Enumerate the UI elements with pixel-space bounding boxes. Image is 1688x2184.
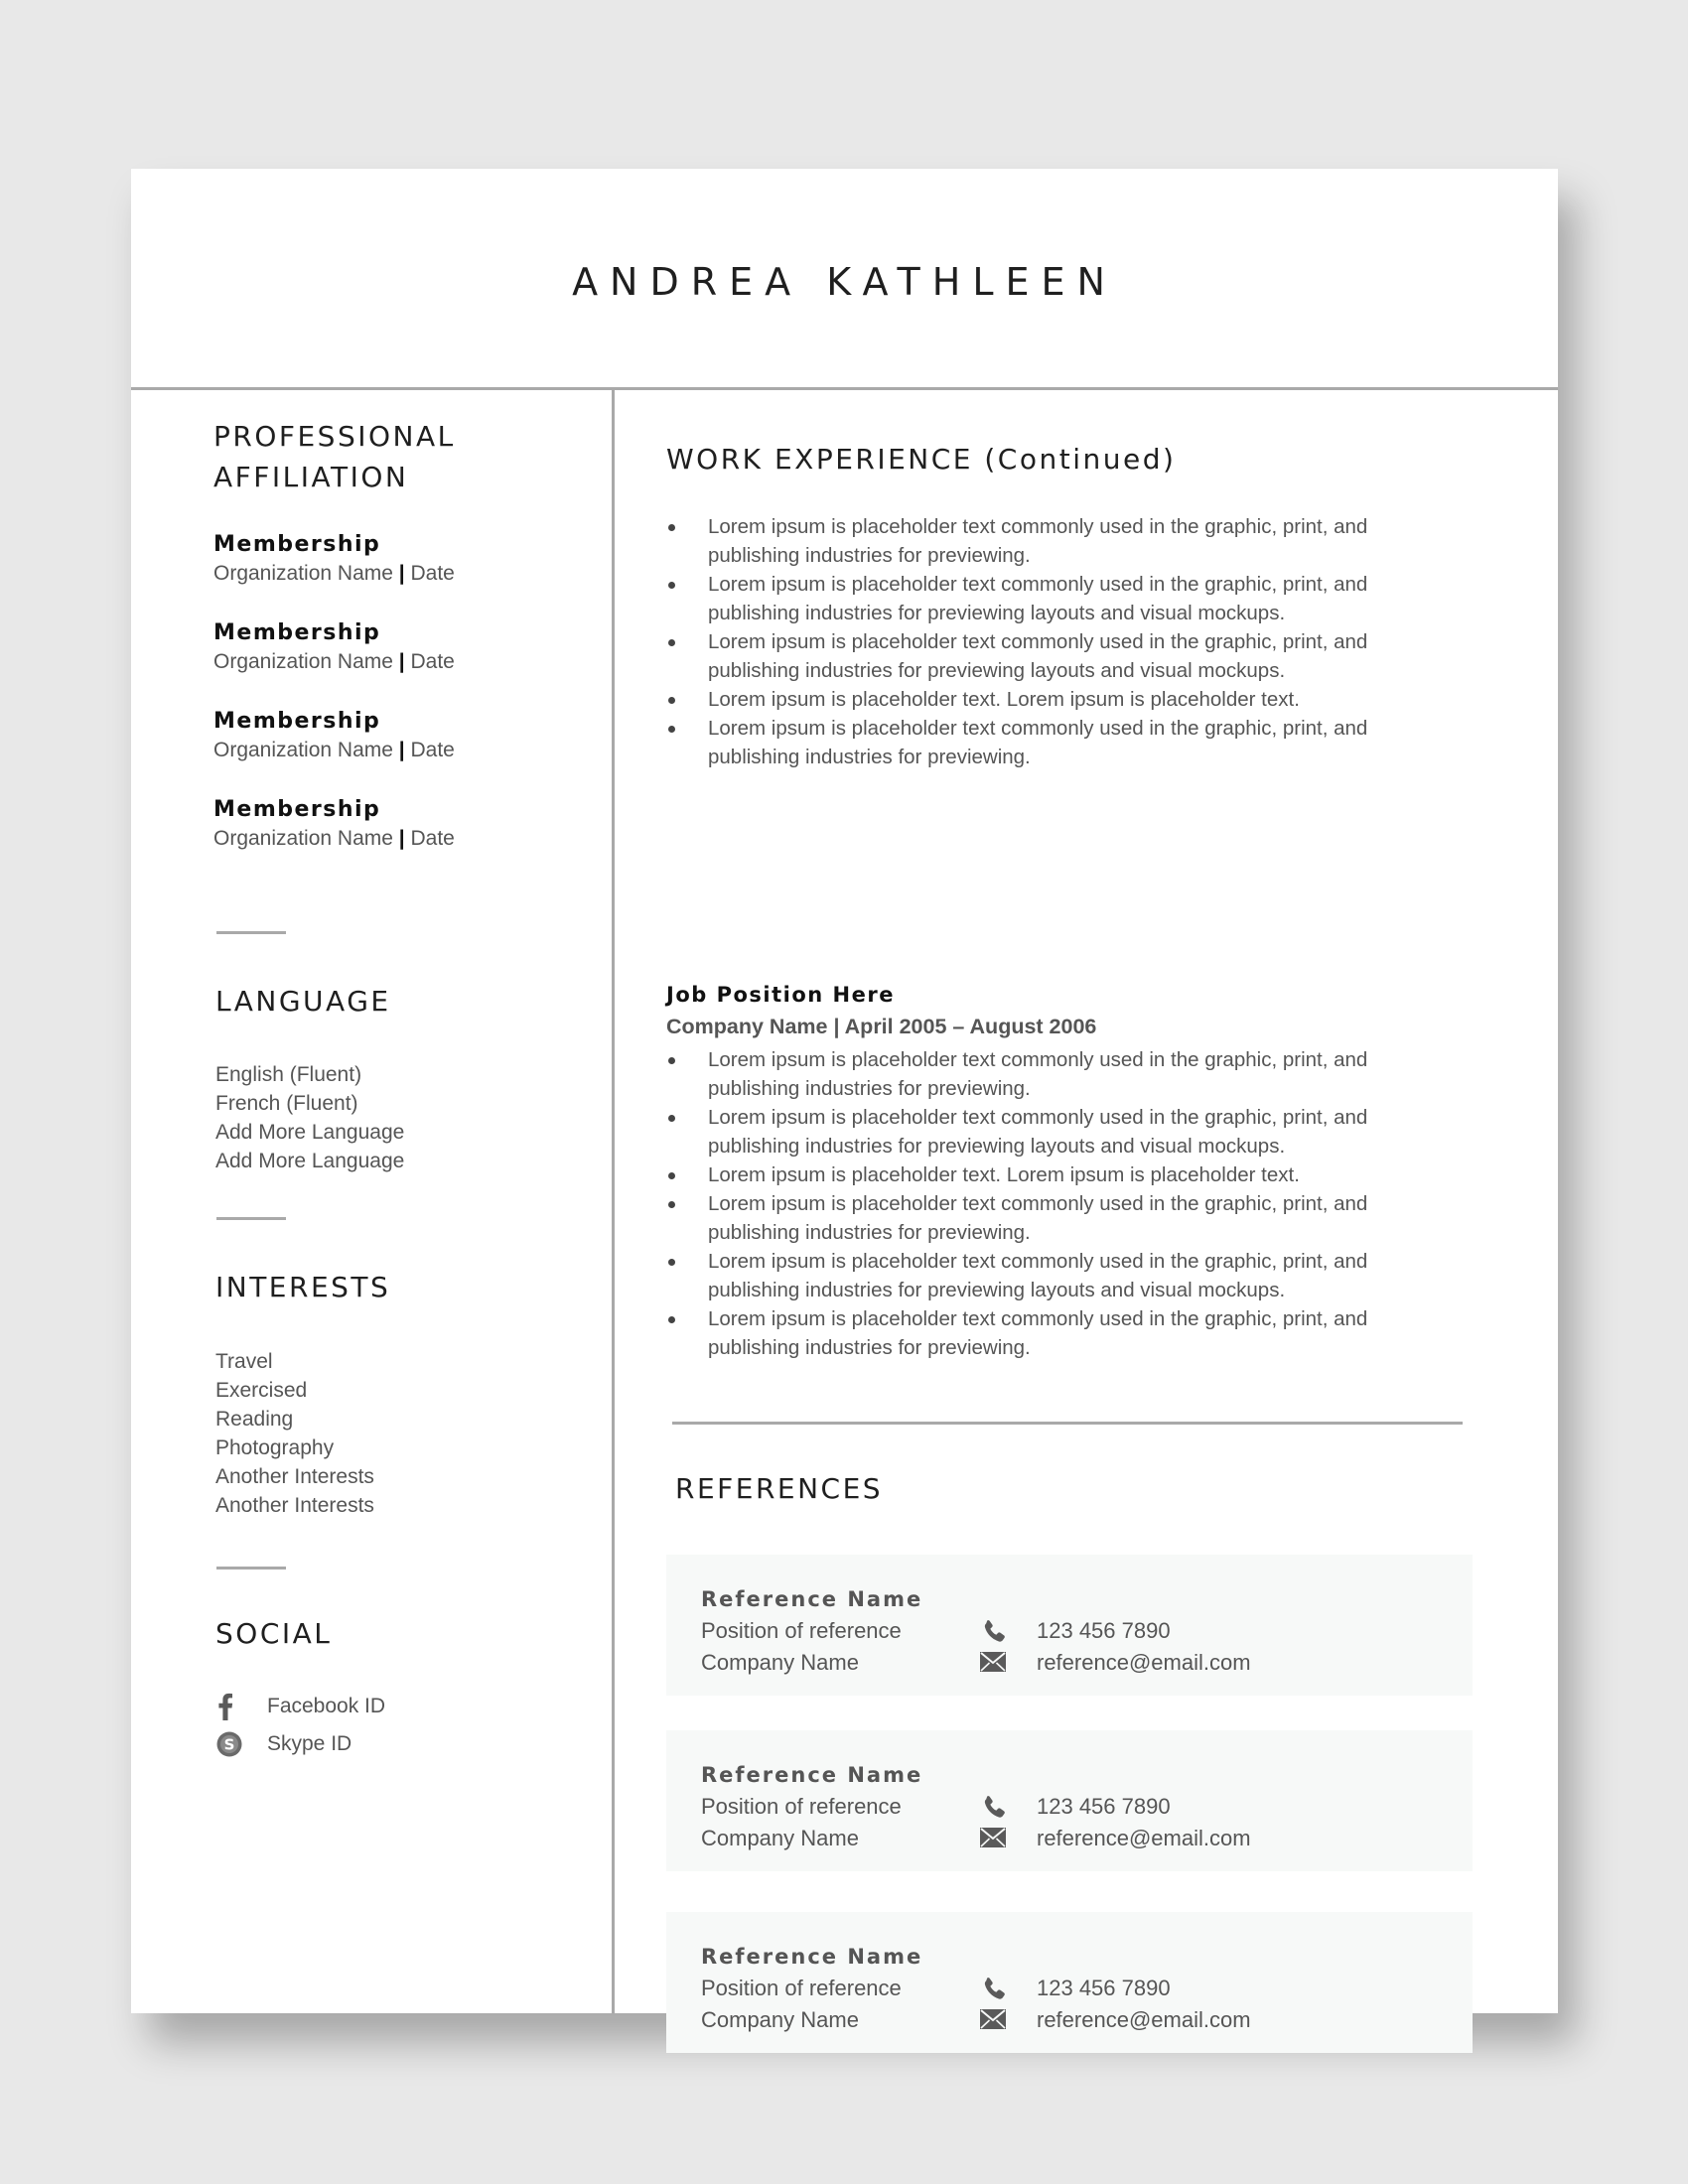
section-divider <box>216 931 286 934</box>
section-divider <box>216 1217 286 1220</box>
reference-email[interactable]: reference@email.com <box>1037 1826 1251 1850</box>
reference-phone: 123 456 7890 <box>1037 1794 1171 1819</box>
reference-position: Position of reference <box>701 1976 902 2000</box>
reference-position: Position of reference <box>701 1618 902 1643</box>
resume-name: ANDREA KATHLEEN <box>572 260 1117 304</box>
org-separator: | <box>398 562 405 585</box>
list-item: Add More Language <box>215 1121 405 1144</box>
reference-card <box>666 1912 1473 2053</box>
column-divider <box>612 389 615 2013</box>
list-item: Travel <box>215 1350 273 1373</box>
reference-company: Company Name <box>701 1826 859 1850</box>
bullet-item: Lorem ipsum is placeholder text commonly used in the graphic, print, and publishing industries for previewing. <box>666 1045 1421 1103</box>
facebook-icon <box>215 1692 251 1721</box>
reference-email[interactable]: reference@email.com <box>1037 2007 1251 2032</box>
reference-name: Reference Name <box>701 1945 923 1969</box>
header-divider <box>131 387 1558 390</box>
resume-page <box>131 169 1558 2032</box>
svg-text:S: S <box>223 1735 235 1754</box>
list-item: French (Fluent) <box>215 1092 358 1115</box>
bullet-item: Lorem ipsum is placeholder text. Lorem ipsum is placeholder text. <box>666 1160 1421 1189</box>
references-heading: REFERENCES <box>675 1472 884 1505</box>
affiliation-heading-line2: AFFILIATION <box>213 461 409 493</box>
phone-icon <box>980 1794 1008 1822</box>
bullet-item: Lorem ipsum is placeholder text commonly used in the graphic, print, and publishing industries for previewing layouts and visual mockups. <box>666 1247 1421 1304</box>
org-separator: | <box>398 827 405 850</box>
affiliation-heading <box>213 416 456 497</box>
list-item: Another Interests <box>215 1494 374 1517</box>
reference-company: Company Name <box>701 1650 859 1675</box>
skype-icon <box>215 1729 251 1759</box>
org-date: Date <box>410 827 455 850</box>
membership-org <box>213 824 571 853</box>
job-position: Job Position Here <box>666 983 895 1007</box>
language-list <box>215 1060 404 1175</box>
org-name: Organization Name <box>213 562 393 585</box>
reference-phone: 123 456 7890 <box>1037 1976 1171 2000</box>
membership-role: Membership <box>213 797 381 822</box>
language-heading: LANGUAGE <box>215 985 391 1018</box>
bullet-item: Lorem ipsum is placeholder text commonly used in the graphic, print, and publishing industries for previewing layouts and visual mockups. <box>666 627 1421 685</box>
reference-name: Reference Name <box>701 1587 923 1611</box>
reference-email[interactable]: reference@email.com <box>1037 1650 1251 1675</box>
social-label: Skype ID <box>267 1732 352 1755</box>
social-label: Facebook ID <box>267 1695 386 1717</box>
membership-org <box>213 647 571 676</box>
affiliation-heading-line1: PROFESSIONAL <box>213 420 456 453</box>
email-icon <box>980 1652 1006 1672</box>
org-date: Date <box>410 739 455 761</box>
reference-card <box>666 1730 1473 1871</box>
reference-position: Position of reference <box>701 1794 902 1819</box>
membership-org <box>213 736 571 764</box>
email-icon <box>980 2009 1006 2029</box>
membership-org <box>213 559 571 588</box>
bullet-item: Lorem ipsum is placeholder text. Lorem ipsum is placeholder text. <box>666 685 1421 714</box>
section-divider <box>216 1567 286 1570</box>
phone-icon <box>980 1976 1008 2003</box>
membership-role: Membership <box>213 709 381 734</box>
bullet-item: Lorem ipsum is placeholder text commonly used in the graphic, print, and publishing industries for previewing. <box>666 714 1421 771</box>
org-date: Date <box>410 650 455 673</box>
membership-item <box>213 530 571 588</box>
membership-item <box>213 618 571 676</box>
reference-company: Company Name <box>701 2007 859 2032</box>
list-item: Photography <box>215 1436 335 1459</box>
org-date: Date <box>410 562 455 585</box>
interests-list <box>215 1347 374 1520</box>
reference-card <box>666 1555 1473 1696</box>
work-bullets <box>666 1045 1421 1362</box>
bullet-item: Lorem ipsum is placeholder text commonly used in the graphic, print, and publishing industries for previewing. <box>666 1189 1421 1247</box>
list-item: Another Interests <box>215 1465 374 1488</box>
org-name: Organization Name <box>213 827 393 850</box>
email-icon <box>980 1828 1006 1847</box>
social-heading: SOCIAL <box>215 1617 333 1650</box>
membership-role: Membership <box>213 532 381 557</box>
reference-phone: 123 456 7890 <box>1037 1618 1171 1643</box>
social-item-skype[interactable] <box>215 1725 385 1763</box>
membership-item <box>213 795 571 853</box>
social-list <box>215 1688 385 1763</box>
job-company-dates: Company Name | April 2005 – August 2006 <box>666 1015 1097 1038</box>
bullet-item: Lorem ipsum is placeholder text commonly used in the graphic, print, and publishing industries for previewing. <box>666 1304 1421 1362</box>
reference-name: Reference Name <box>701 1763 923 1787</box>
list-item: Add More Language <box>215 1150 405 1172</box>
section-divider <box>672 1422 1463 1425</box>
list-item: Exercised <box>215 1379 308 1402</box>
bullet-item: Lorem ipsum is placeholder text commonly used in the graphic, print, and publishing industries for previewing layouts and visual mockups. <box>666 570 1421 627</box>
work-bullets-continued <box>666 512 1421 771</box>
bullet-item: Lorem ipsum is placeholder text commonly used in the graphic, print, and publishing industries for previewing. <box>666 512 1421 570</box>
org-separator: | <box>398 650 405 673</box>
org-name: Organization Name <box>213 650 393 673</box>
membership-item <box>213 707 571 764</box>
list-item: English (Fluent) <box>215 1063 362 1086</box>
phone-icon <box>980 1618 1008 1646</box>
org-separator: | <box>398 739 405 761</box>
interests-heading: INTERESTS <box>215 1271 391 1303</box>
work-experience-heading: WORK EXPERIENCE (Continued) <box>666 443 1177 476</box>
social-item-facebook[interactable] <box>215 1688 385 1725</box>
bullet-item: Lorem ipsum is placeholder text commonly used in the graphic, print, and publishing industries for previewing layouts and visual mockups. <box>666 1103 1421 1160</box>
org-name: Organization Name <box>213 739 393 761</box>
list-item: Reading <box>215 1408 294 1431</box>
membership-role: Membership <box>213 620 381 645</box>
